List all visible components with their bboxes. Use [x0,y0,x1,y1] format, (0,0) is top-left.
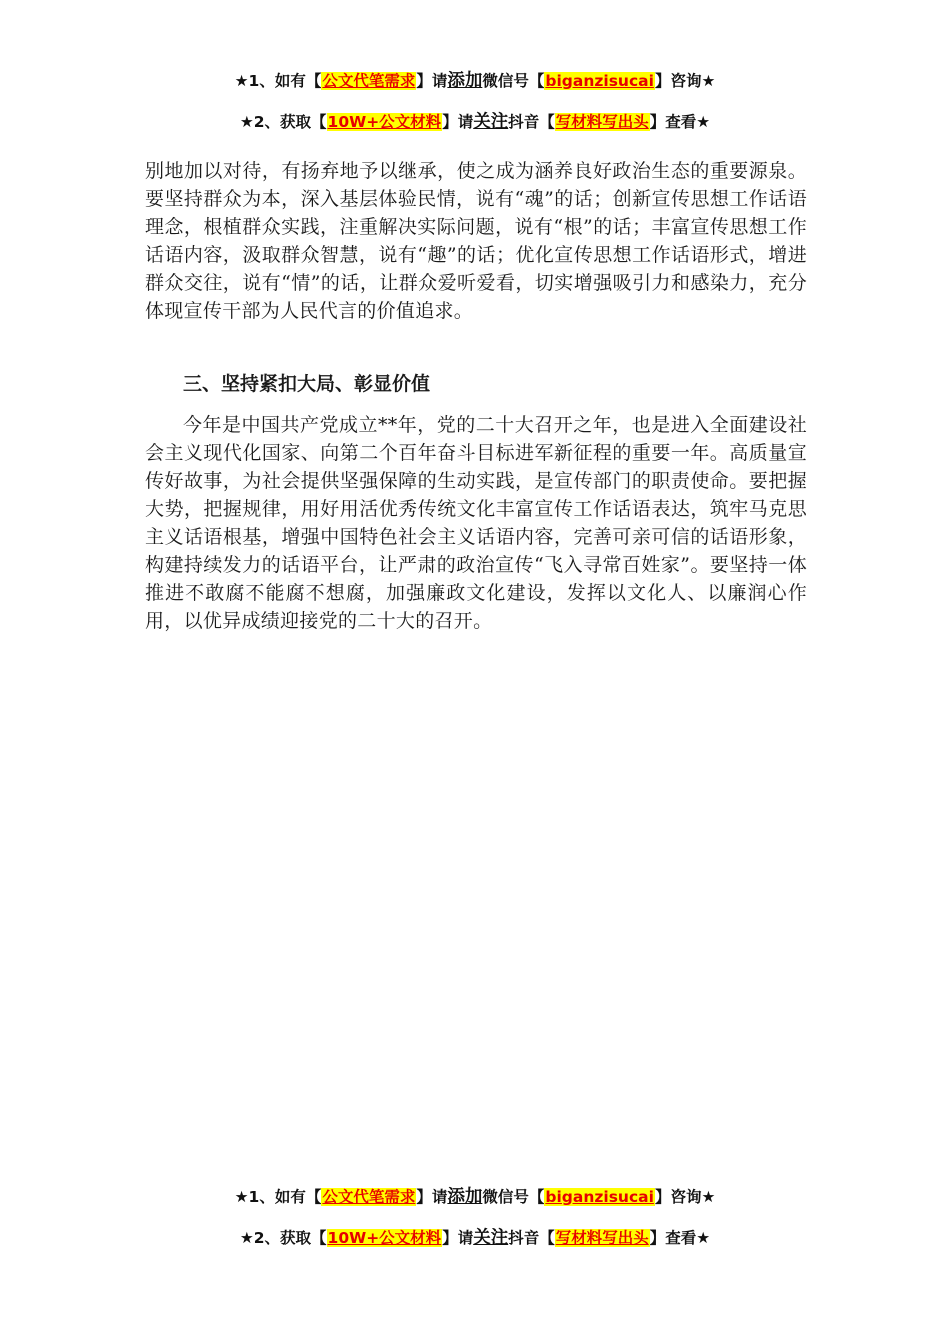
ad-emphasis: 添加 [447,71,483,91]
header-ad-line-2 [0,111,950,133]
ad-emphasis: 添加 [447,1187,483,1207]
ad-text: 】查看★ [649,1229,711,1247]
ad-highlight-wechat: biganzisucai [545,72,654,90]
ad-text: 】请 [416,72,448,90]
ad-text: 微信号【 [482,72,545,90]
header-ad-line-1 [0,70,950,92]
ad-text: 】咨询★ [654,72,716,90]
ad-text: ★1、如有【 [234,1188,322,1206]
footer-ad-line-1 [0,1186,950,1208]
ad-highlight: 公文代笔需求 [322,72,416,90]
ad-emphasis: 关注 [473,112,509,132]
section-heading: 三、坚持紧扣大局、彰显价值 [183,373,431,395]
ad-highlight: 10W+公文材料 [327,113,442,131]
ad-text: ★1、如有【 [234,72,322,90]
ad-emphasis: 关注 [473,1228,509,1248]
ad-text: ★2、获取【 [239,1229,327,1247]
ad-highlight-douyin: 写材料写出头 [555,113,649,131]
ad-text: 微信号【 [482,1188,545,1206]
ad-text: ★2、获取【 [239,113,327,131]
body-paragraph: 别地加以对待，有扬弃地予以继承，使之成为涵养良好政治生态的重要源泉。要坚持群众为本，深入基层体验民情，说有“魂”的话；创新宣传思想工作话语理念，根植群众实践，注重解决实际问题，说有“根”的话；丰富宣传思想工作话语内容，汲取群众智慧，说有“趣”的话；优化宣传思想工作话语形式，增进群众交往，说有“情”的话，让群众爱听爱看，切实增强吸引力和感染力，充分体现宣传干部为人民代言的价值追求。 [145,160,807,322]
ad-highlight: 公文代笔需求 [322,1188,416,1206]
ad-text: 抖音【 [508,1229,555,1247]
ad-highlight-douyin: 写材料写出头 [555,1229,649,1247]
ad-highlight: 10W+公文材料 [327,1229,442,1247]
ad-text: 】咨询★ [654,1188,716,1206]
ad-text: 】请 [442,113,474,131]
footer-ad-line-2 [0,1227,950,1249]
ad-text: 】查看★ [649,113,711,131]
ad-text: 】请 [416,1188,448,1206]
ad-highlight-wechat: biganzisucai [545,1188,654,1206]
ad-text: 】请 [442,1229,474,1247]
body-paragraph: 今年是中国共产党成立**年，党的二十大召开之年，也是进入全面建设社会主义现代化国家、向第二个百年奋斗目标进军新征程的重要一年。高质量宣传好故事，为社会提供坚强保障的生动实践，是宣传部门的职责使命。要把握大势，把握规律，用好用活优秀传统文化丰富宣传工作话语表达，筑牢马克思主义话语根基，增强中国特色社会主义话语内容，完善可亲可信的话语形象，构建持续发力的话语平台，让严肃的政治宣传“飞入寻常百姓家”。要坚持一体推进不敢腐不能腐不想腐，加强廉政文化建设，发挥以文化人、以廉润心作用，以优异成绩迎接党的二十大的召开。 [145,414,807,632]
ad-text: 抖音【 [508,113,555,131]
